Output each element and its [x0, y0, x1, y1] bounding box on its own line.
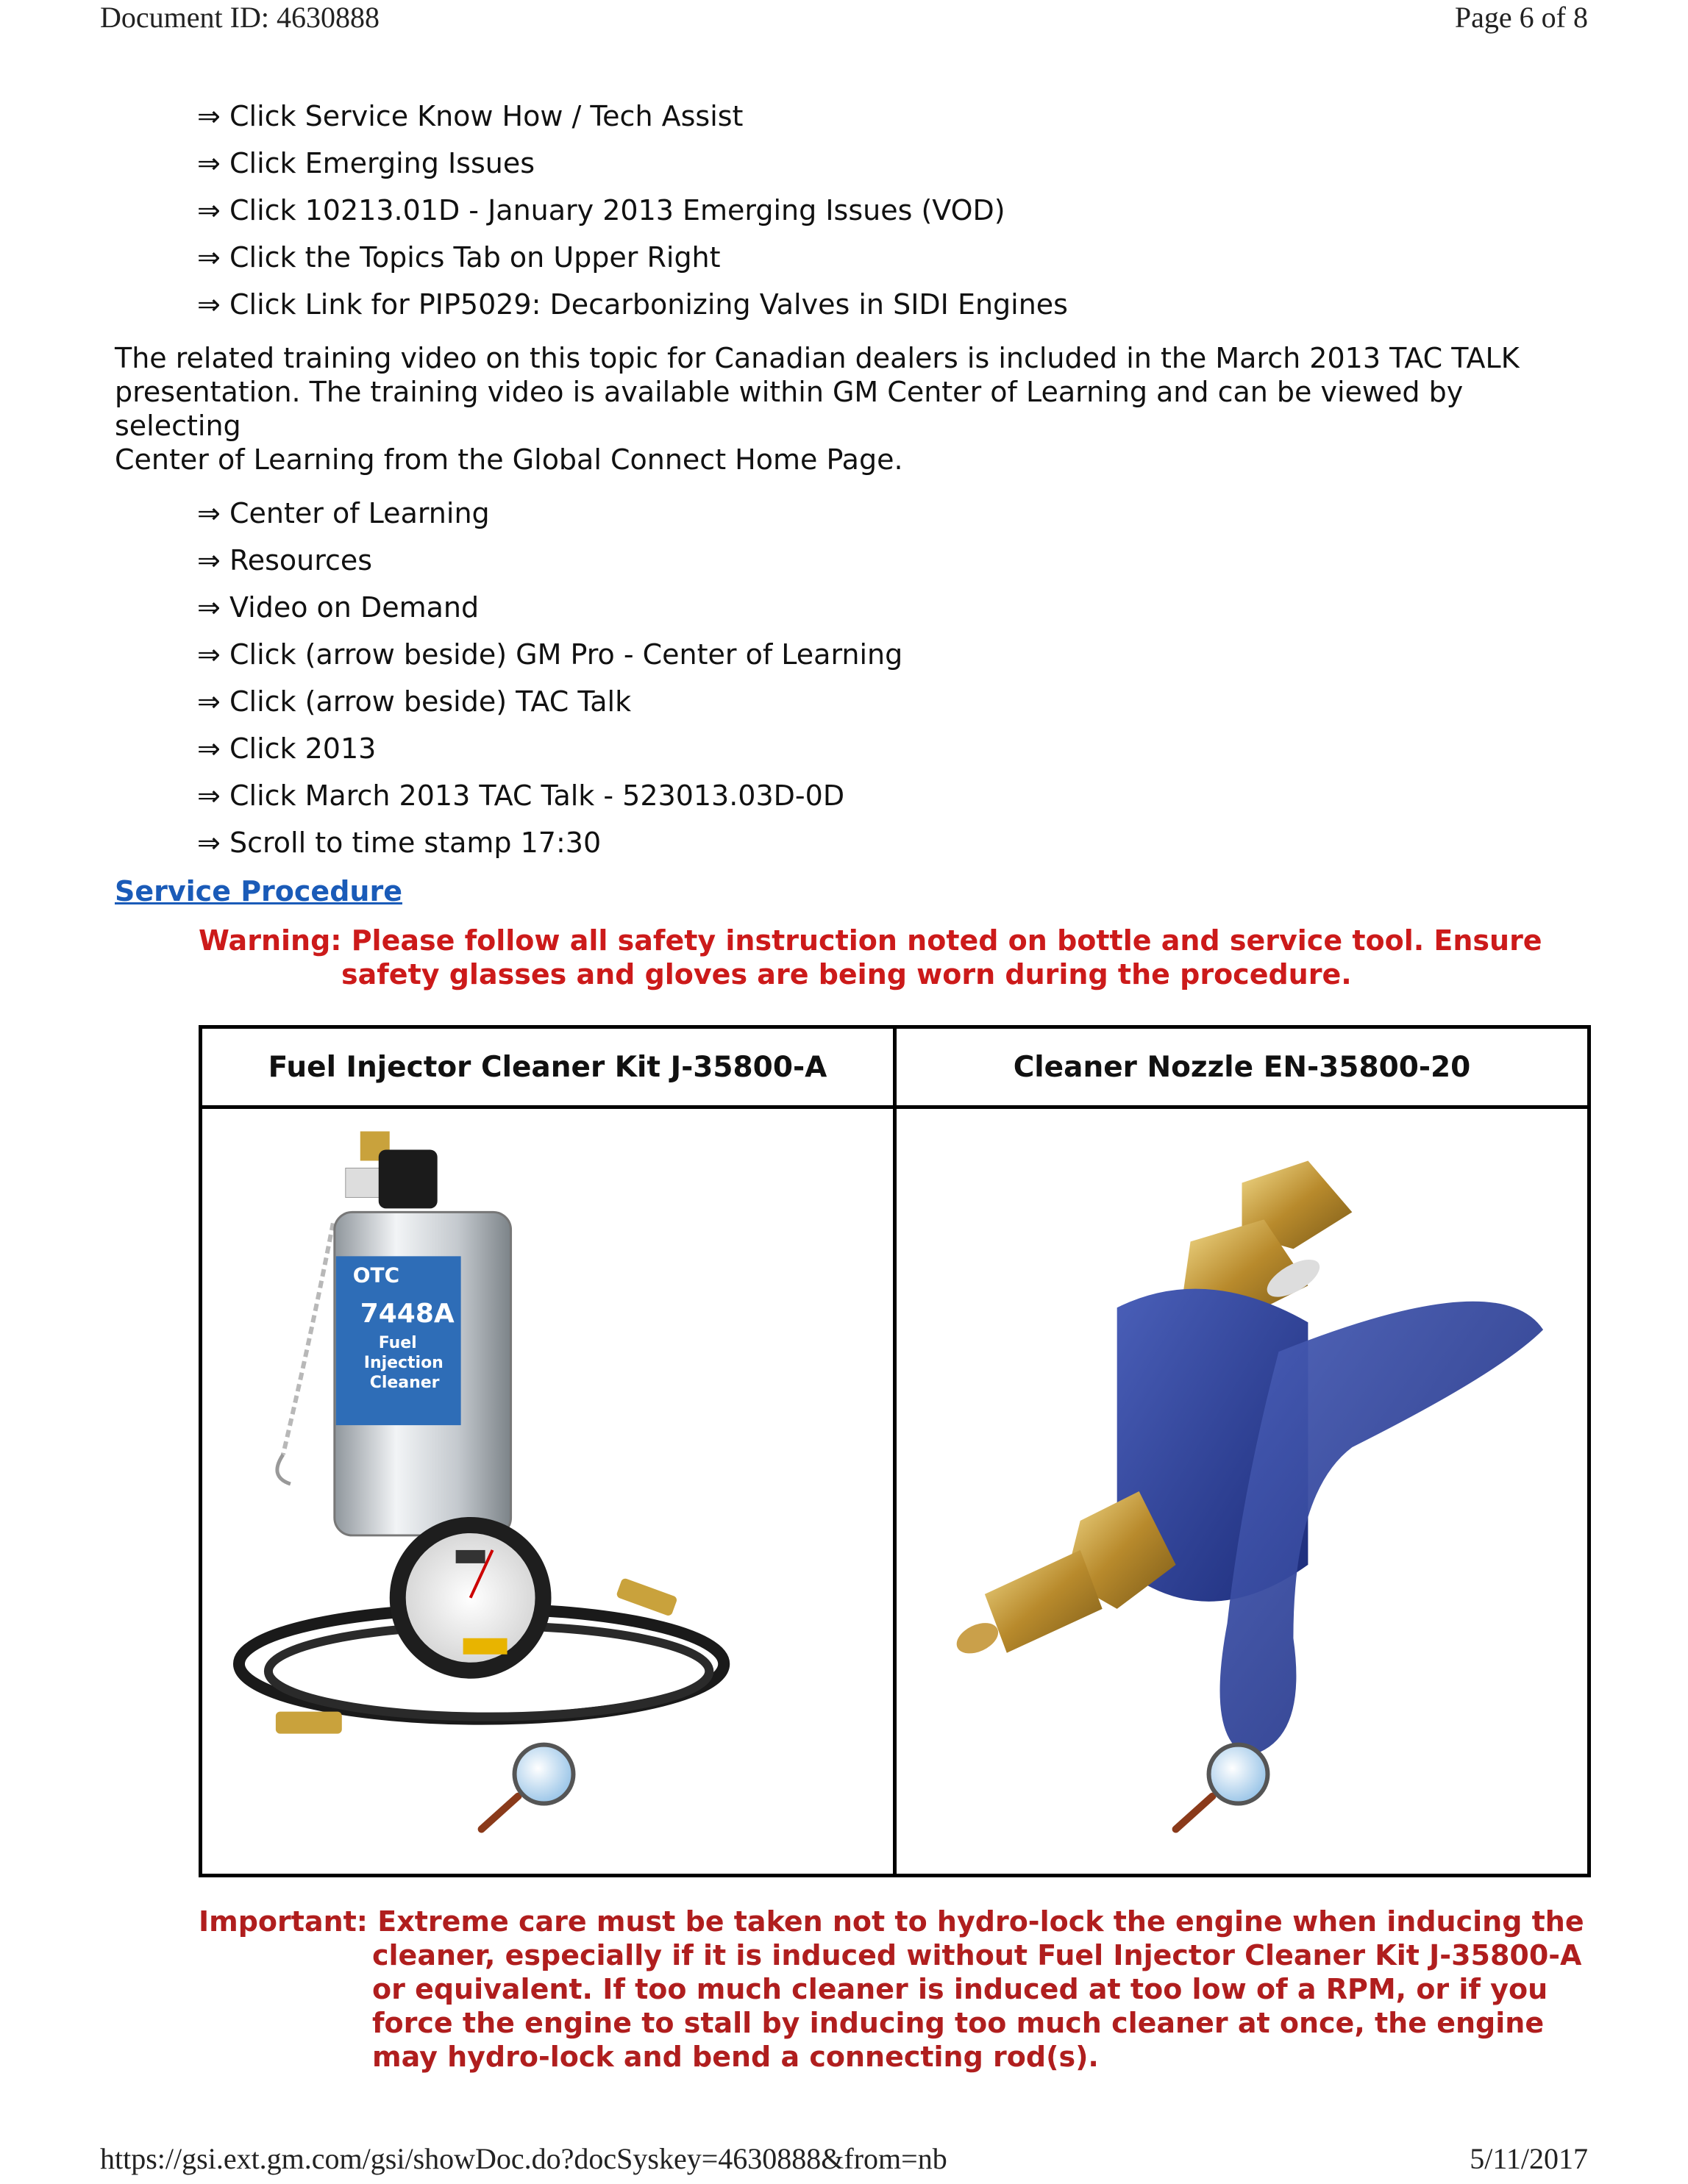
- list-item: ⇒ Click (arrow beside) TAC Talk: [197, 678, 1586, 725]
- arrow-icon: ⇒: [197, 638, 221, 671]
- footer-url: https://gsi.ext.gm.com/gsi/showDoc.do?docSyskey=4630888&from=nb: [100, 2142, 947, 2175]
- list-item: ⇒ Click 10213.01D - January 2013 Emerging Issues (VOD): [197, 187, 1586, 234]
- bottle-label-2: Injection: [363, 1354, 444, 1373]
- list-item: ⇒ Resources: [197, 537, 1586, 584]
- learning-steps-list: [115, 490, 1586, 866]
- training-video-paragraph: The related training video on this topic for Canadian dealers is included in the March 2013 TAC TALK presentation. The training video is available within GM Center of Learning and can be viewed by selecting Center of Learning from the Global Connect Home Page.: [115, 342, 1520, 476]
- magnifier-icon[interactable]: [482, 1745, 574, 1830]
- navigation-steps-list: [115, 93, 1586, 328]
- footer-date: 5/11/2017: [1470, 2142, 1588, 2175]
- kit-image-cell: [201, 1107, 895, 1876]
- list-item: ⇒ Click the Topics Tab on Upper Right: [197, 234, 1586, 281]
- nozzle-image-cell: [895, 1107, 1589, 1876]
- arrow-icon: ⇒: [197, 685, 221, 718]
- list-item: ⇒ Click (arrow beside) GM Pro - Center of Learning: [197, 631, 1586, 678]
- arrow-icon: ⇒: [197, 591, 221, 624]
- arrow-icon: ⇒: [197, 544, 221, 577]
- bottle-model: 7448A: [360, 1299, 455, 1330]
- list-item: ⇒ Video on Demand: [197, 584, 1586, 631]
- arrow-icon: ⇒: [197, 827, 221, 859]
- list-item: ⇒ Click Emerging Issues: [197, 140, 1586, 187]
- important-note: Important: Extreme care must be taken not to hydro-lock the engine when inducing the cleaner, especially if it is induced without Fuel Injector Cleaner Kit J-35800-A or equivalent. If too much cleaner is induced at too low of a RPM, or if you force the engine to stall by inducing too much cleaner at once, the engine may hydro-lock and bend a connecting rod(s).: [199, 1905, 1584, 2073]
- arrow-icon: ⇒: [197, 288, 221, 321]
- cleaner-nozzle-image: [897, 1109, 1587, 1874]
- list-item: ⇒ Center of Learning: [197, 490, 1586, 537]
- arrow-icon: ⇒: [197, 497, 221, 529]
- fuel-injector-kit-image: [202, 1109, 893, 1874]
- tools-table: [199, 1025, 1591, 1877]
- list-item: ⇒ Scroll to time stamp 17:30: [197, 819, 1586, 866]
- arrow-icon: ⇒: [197, 732, 221, 765]
- arrow-icon: ⇒: [197, 147, 221, 179]
- tool-header-kit: Fuel Injector Cleaner Kit J-35800-A: [201, 1027, 895, 1107]
- bottle-label-3: Cleaner: [369, 1374, 440, 1393]
- warning-note: Warning: Please follow all safety instruction noted on bottle and service tool. Ensure safety glasses and gloves are being worn during the procedure.: [199, 924, 1542, 991]
- tool-header-nozzle: Cleaner Nozzle EN-35800-20: [895, 1027, 1589, 1107]
- document-body: [115, 93, 1586, 991]
- bottle-brand: OTC: [352, 1263, 400, 1288]
- arrow-icon: ⇒: [197, 100, 221, 132]
- arrow-icon: ⇒: [197, 241, 221, 274]
- list-item: ⇒ Click Service Know How / Tech Assist: [197, 93, 1586, 140]
- arrow-icon: ⇒: [197, 779, 221, 812]
- magnifier-icon[interactable]: [1176, 1745, 1268, 1830]
- list-item: ⇒ Click March 2013 TAC Talk - 523013.03D-0D: [197, 772, 1586, 819]
- page-number: Page 6 of 8: [1454, 1, 1588, 34]
- list-item: ⇒ Click 2013: [197, 725, 1586, 772]
- arrow-icon: ⇒: [197, 194, 221, 226]
- list-item: ⇒ Click Link for PIP5029: Decarbonizing Valves in SIDI Engines: [197, 281, 1586, 328]
- service-procedure-link[interactable]: Service Procedure: [115, 875, 402, 907]
- document-id: Document ID: 4630888: [100, 1, 380, 34]
- bottle-label-1: Fuel: [378, 1334, 417, 1353]
